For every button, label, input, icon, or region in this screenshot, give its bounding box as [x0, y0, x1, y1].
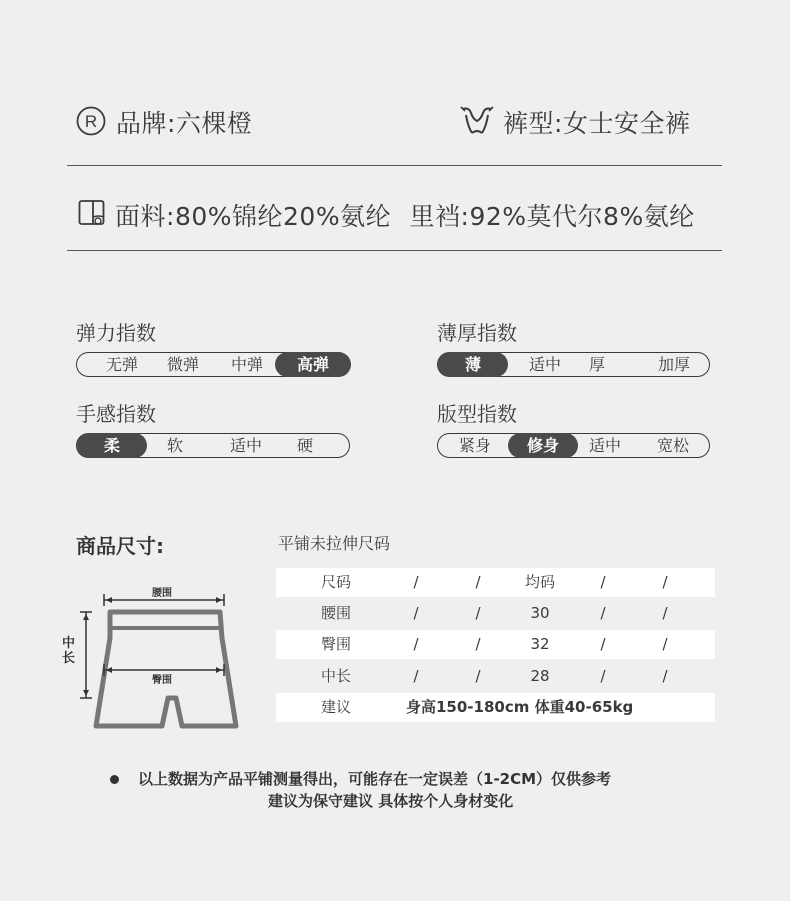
table-cell: / — [662, 604, 668, 622]
pants-type-value: 女士安全裤 — [562, 109, 691, 138]
pants-type-label: 裤型: — [503, 109, 563, 138]
diagram-hip-label: 臀围 — [152, 675, 172, 686]
table-cell: 32 — [530, 635, 550, 653]
note-line-1: 以上数据为产品平铺测量得出，可能存在一定误差（1-2CM）仅供参考 — [138, 770, 612, 788]
table-cell: / — [413, 667, 419, 685]
divider-1 — [67, 165, 722, 166]
brand-row — [116, 104, 252, 140]
thickness-option-thick[interactable]: 厚 — [588, 355, 605, 374]
diagram-waist-label: 腰围 — [152, 588, 172, 599]
thickness-option-medium[interactable]: 适中 — [528, 355, 561, 374]
diagram-length-label: 中长 — [62, 636, 76, 666]
table-cell: / — [413, 604, 419, 622]
table-row-label: 中长 — [320, 667, 351, 685]
table-row-label: 腰围 — [320, 604, 351, 622]
pants-type-row — [503, 104, 690, 140]
shorts-diagram — [60, 580, 250, 730]
table-cell: / — [475, 635, 481, 653]
table-cell: / — [600, 635, 606, 653]
divider-2 — [67, 250, 722, 251]
bullet-dot-icon — [110, 775, 119, 784]
elasticity-option-none[interactable]: 无弹 — [105, 355, 138, 374]
table-row-suggestion — [276, 693, 715, 722]
lining-label: 里裆: — [409, 202, 470, 231]
table-cell: / — [662, 573, 668, 591]
thickness-option-thin[interactable]: 薄 — [438, 352, 508, 377]
fit-option-slim[interactable]: 修身 — [508, 433, 578, 458]
table-cell: / — [475, 604, 481, 622]
table-row-label: 臀围 — [320, 635, 351, 653]
elasticity-option-high[interactable]: 高弹 — [275, 352, 351, 377]
feel-option-hard[interactable]: 硬 — [296, 436, 313, 455]
table-cell: / — [413, 635, 419, 653]
thickness-option-extra-thick[interactable]: 加厚 — [657, 355, 690, 374]
table-row — [276, 599, 715, 628]
note-line-2: 建议为保守建议 具体按个人身材变化 — [268, 792, 514, 810]
feel-title: 手感指数 — [76, 402, 156, 426]
table-cell: 均码 — [524, 573, 555, 591]
feel-option-soft[interactable]: 柔 — [77, 433, 147, 458]
size-section-title: 商品尺寸: — [76, 534, 164, 558]
fit-option-loose[interactable]: 宽松 — [656, 436, 689, 455]
table-cell: / — [600, 604, 606, 622]
table-cell: / — [475, 573, 481, 591]
table-row — [276, 630, 715, 659]
suggestion-text: 身高150-180cm 体重40-65kg — [406, 698, 634, 716]
fabric-value: 80%锦纶20%氨纶 — [174, 202, 392, 231]
fit-scale — [437, 433, 710, 458]
fit-option-tight[interactable]: 紧身 — [458, 436, 491, 455]
elasticity-option-medium[interactable]: 中弹 — [230, 355, 263, 374]
elasticity-scale — [76, 352, 350, 377]
pants-icon — [459, 103, 495, 141]
elasticity-option-slight[interactable]: 微弹 — [166, 355, 199, 374]
fabric-label: 面料: — [115, 202, 175, 231]
table-row-label: 建议 — [320, 698, 351, 716]
lining-value: 92%莫代尔8%氨纶 — [469, 202, 695, 231]
table-cell: 30 — [530, 604, 550, 622]
fabric-swatch-icon — [78, 199, 106, 231]
fit-option-medium[interactable]: 适中 — [588, 436, 621, 455]
size-section-subtitle: 平铺未拉伸尺码 — [278, 534, 391, 553]
feel-option-gentle[interactable]: 软 — [166, 436, 183, 455]
feel-scale — [76, 433, 350, 458]
table-row — [276, 662, 715, 691]
table-cell: / — [413, 573, 419, 591]
feel-option-medium[interactable]: 适中 — [229, 436, 262, 455]
shorts-outline — [60, 580, 250, 730]
brand-label: 品牌: — [116, 109, 176, 138]
thickness-title: 薄厚指数 — [437, 321, 517, 345]
table-cell: / — [475, 667, 481, 685]
fabric-row — [115, 197, 695, 233]
table-row-label: 尺码 — [320, 573, 351, 591]
brand-value: 六棵橙 — [175, 109, 253, 138]
table-cell: 28 — [530, 667, 550, 685]
registered-icon — [76, 106, 106, 140]
thickness-scale — [437, 352, 710, 377]
table-cell: / — [600, 573, 606, 591]
table-row — [276, 568, 715, 597]
fit-title: 版型指数 — [437, 402, 517, 426]
table-cell: / — [600, 667, 606, 685]
table-cell: / — [662, 635, 668, 653]
table-cell: / — [662, 667, 668, 685]
svg-text:R: R — [84, 112, 98, 131]
elasticity-title: 弹力指数 — [76, 321, 156, 345]
